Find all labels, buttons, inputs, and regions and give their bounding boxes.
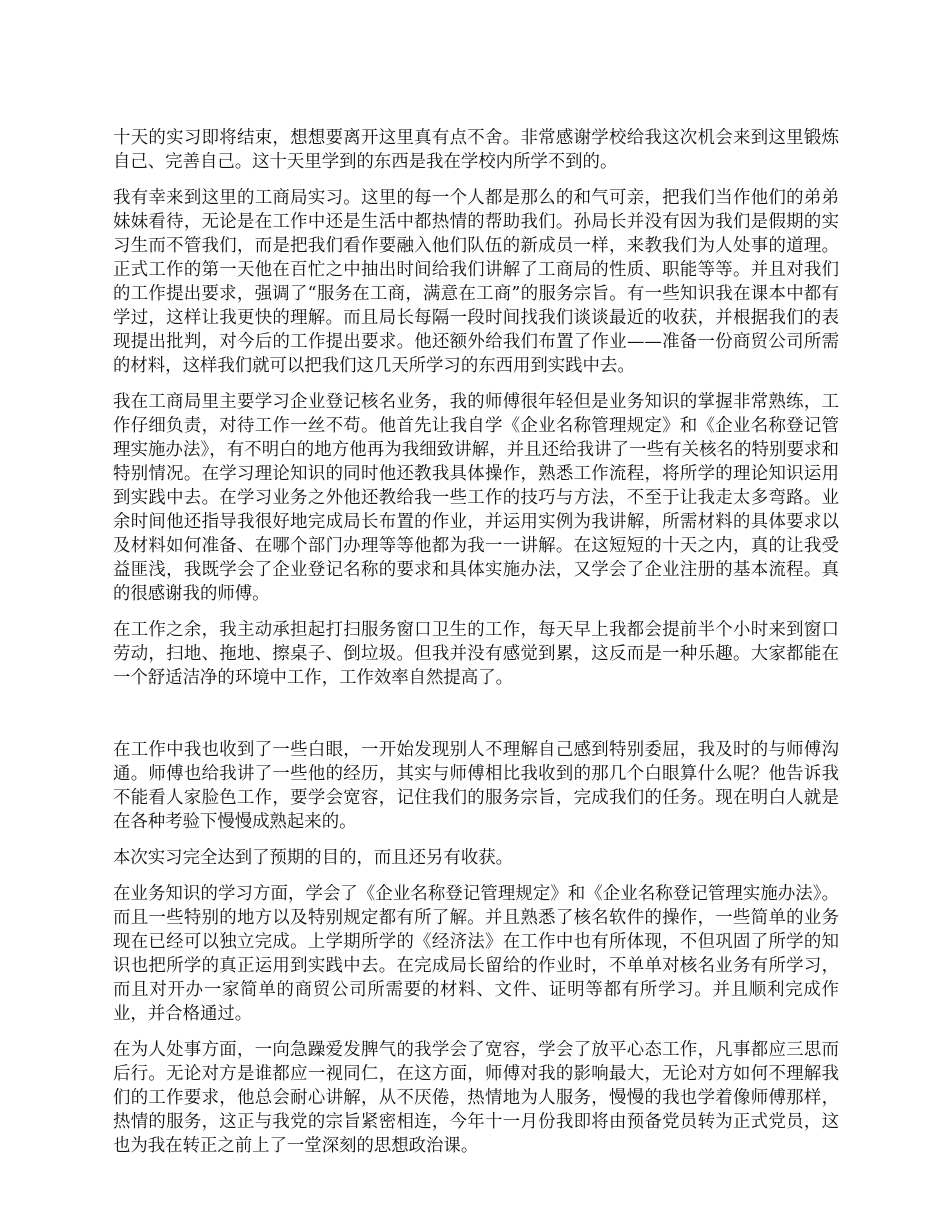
paragraph-cleaning: 在工作之余，我主动承担起打扫服务窗口卫生的工作，每天早上我都会提前半个小时来到窗口劳动，扫地、拖地、擦桌子、倒垃圾。但我并没有感觉到累，这反而是一种乐趣。大家都能在一个舒适洁净的环境中工作，工作效率自然提高了。 [113, 620, 839, 688]
paragraph-challenges: 在工作中我也收到了一些白眼，一开始发现别人不理解自己感到特别委屈，我及时的与师傅沟通。师傅也给我讲了一些他的经历，其实与师傅相比我收到的那几个白眼算什么呢？他告诉我不能看人家脸色工作，要学会宽容，记住我们的服务宗旨，完成我们的任务。现在明白人就是在各种考验下慢慢成熟起来的。 [113, 740, 839, 832]
paragraph-intro: 十天的实习即将结束，想想要离开这里真有点不舍。非常感谢学校给我这次机会来到这里锻炼自己、完善自己。这十天里学到的东西是我在学校内所学不到的。 [113, 128, 839, 172]
paragraph-bureau-internship: 我有幸来到这里的工商局实习。这里的每一个人都是那么的和气可亲，把我们当作他们的弟弟妹妹看待，无论是在工作中还是生活中都热情的帮助我们。孙局长并没有因为我们是假期的实习生而不管我们，而是把我们看作要融入他们队伍的新成员一样，来教我们为人处事的道理。正式工作的第一天他在百忙之中抽出时间给我们讲解了工商局的性质、职能等等。并且对我们的工作提出要求，强调了“服务在工商，满意在工商”的服务宗旨。有一些知识我在课本中都有学过，这样让我更快的理解。而且局长每隔一段时间找我们谈谈最近的收获，并根据我们的表现提出批判，对今后的工作提出要求。他还额外给我们布置了作业——准备一份商贸公司所需的材料，这样我们就可以把我们这几天所学习的东西用到实践中去。 [113, 188, 839, 376]
paragraph-knowledge: 在业务知识的学习方面，学会了《企业名称登记管理规定》和《企业名称登记管理实施办法》。而且一些特别的地方以及特别规定都有所了解。并且熟悉了核名软件的操作，一些简单的业务现在已经可以独立完成。上学期所学的《经济法》在工作中也有所体现，不但巩固了所学的知识也把所学的真正运用到实践中去。在完成局长留给的作业时，不单单对核名业务有所学习，而且对开办一家简单的商贸公司所需要的材料、文件、证明等都有所学习。并且顺利完成作业，并合格通过。 [113, 884, 839, 1024]
paragraph-mentor: 我在工商局里主要学习企业登记核名业务，我的师傅很年轻但是业务知识的掌握非常熟练，工作仔细负责，对待工作一丝不苟。他首先让我自学《企业名称管理规定》和《企业名称登记管理实施办法》，有不明白的地方他再为我细致讲解，并且还给我讲了一些有关核名的特别要求和特别情况。在学习理论知识的同时他还教我具体操作，熟悉工作流程，将所学的理论知识运用到实践中去。在学习业务之外他还教给我一些工作的技巧与方法，不至于让我走太多弯路。业余时间他还指导我很好地完成局长布置的作业，并运用实例为我讲解，所需材料的具体要求以及材料如何准备、在哪个部门办理等等他都为我一一讲解。在这短短的十天之内，真的让我受益匪浅，我既学会了企业登记名称的要求和具体实施办法，又学会了企业注册的基本流程。真的很感谢我的师傅。 [113, 392, 839, 604]
paragraph-conduct: 在为人处事方面，一向急躁爱发脾气的我学会了宽容，学会了放平心态工作，凡事都应三思而后行。无论对方是谁都应一视同仁，在这方面，师傅对我的影响最大，无论对方如何不理解我们的工作要求，他总会耐心讲解，从不厌倦，热情地为人服务，慢慢的我也学着像师傅那样，热情的服务，这正与我党的宗旨紧密相连，今年十一月份我即将由预备党员转为正式党员，这也为我在转正之前上了一堂深刻的思想政治课。 [113, 1040, 839, 1156]
document-body [113, 126, 839, 1170]
paragraph-goals: 本次实习完全达到了预期的目的，而且还另有收获。 [113, 848, 513, 868]
